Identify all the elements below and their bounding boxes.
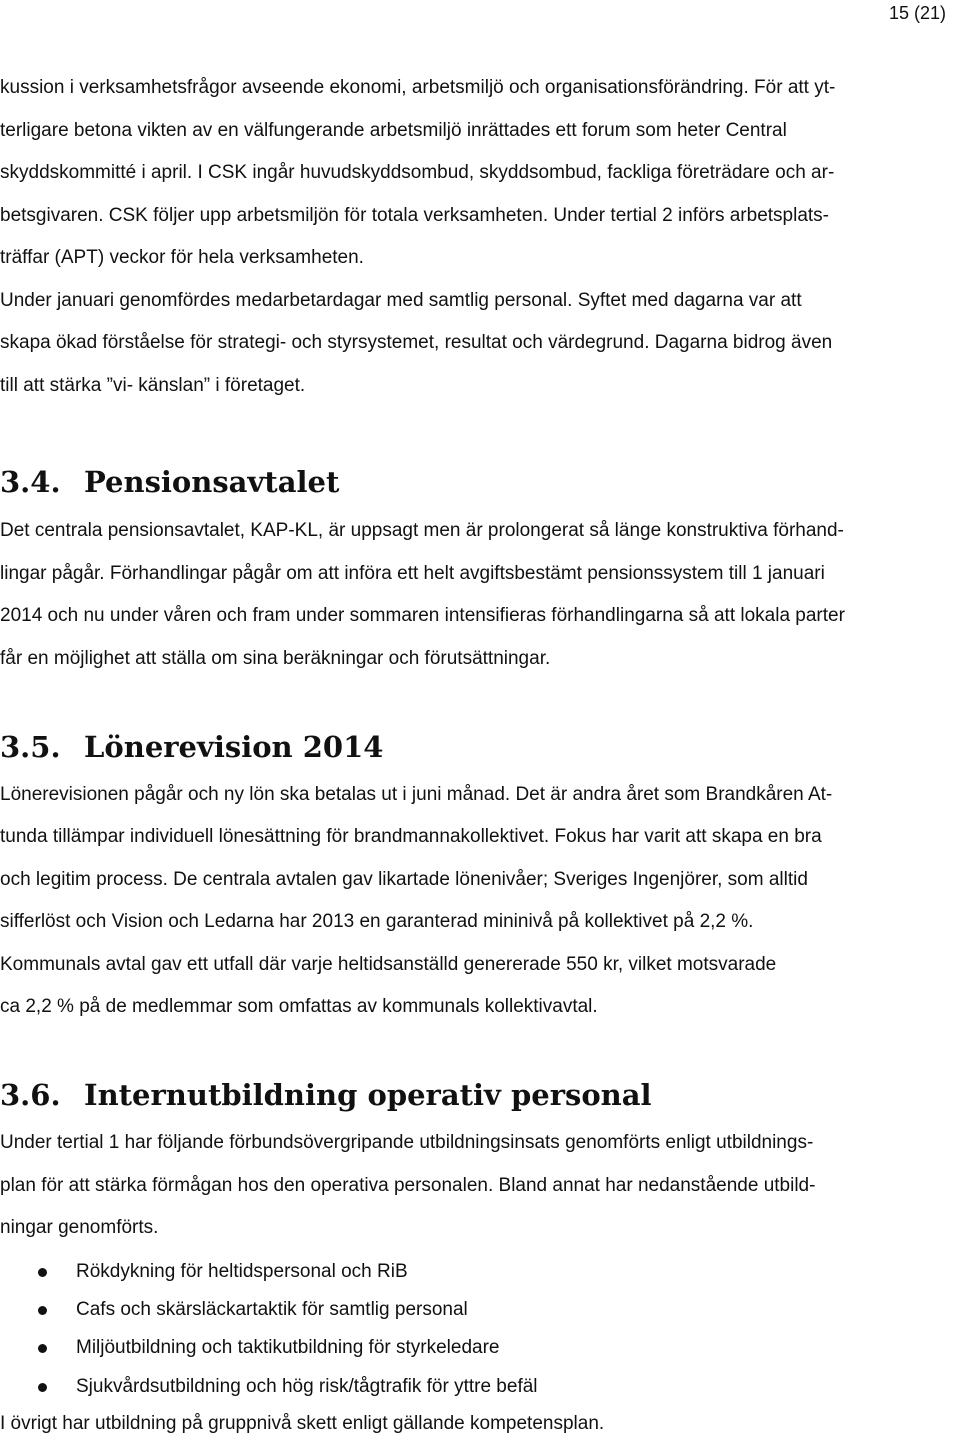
section-number: 3.6. <box>0 1078 61 1112</box>
list-item: Cafs och skärsläckartaktik för samtlig personal <box>76 1299 468 1320</box>
section-3-4-line: får en möjlighet att ställa om sina beräkningar och förutsättningar. <box>0 648 551 669</box>
closing-line: I övrigt har utbildning på gruppnivå skett enligt gällande kompetensplan. <box>0 1413 605 1434</box>
section-3-4-line: lingar pågår. Förhandlingar pågår om att införa ett helt avgiftsbestämt pensionssystem till 1 januari <box>0 563 825 584</box>
list-item: Rökdykning för heltidspersonal och RiB <box>76 1261 408 1282</box>
page-number: 15 (21) <box>888 3 946 23</box>
section-3-4-line: 2014 och nu under våren och fram under sommaren intensifieras förhandlingarna så att lokala parter <box>0 605 845 626</box>
bullet-icon <box>38 1306 47 1315</box>
section-title: Pensionsavtalet <box>84 465 340 499</box>
section-3-5-line: Lönerevisionen pågår och ny lön ska betalas ut i juni månad. Det är andra året som Brandkåren At- <box>0 784 833 805</box>
bullet-icon <box>38 1383 47 1392</box>
list-item: Miljöutbildning och taktikutbildning för styrkeledare <box>76 1337 500 1358</box>
section-3-5-line: Kommunals avtal gav ett utfall där varje heltidsanställd genererade 550 kr, vilket motsvarade <box>0 954 777 975</box>
intro-line: terligare betona vikten av en välfungerande arbetsmiljö inrättades ett forum som heter Central <box>0 120 787 141</box>
list-item: Sjukvårdsutbildning och hög risk/tågtrafik för yttre befäl <box>76 1376 538 1397</box>
section-3-4-line: Det centrala pensionsavtalet, KAP-KL, är uppsagt men är prolongerat så länge konstruktiva förhand- <box>0 520 844 541</box>
intro-line: skyddskommitté i april. I CSK ingår huvudskyddsombud, skyddsombud, fackliga företrädare och ar- <box>0 162 835 183</box>
intro-line: träffar (APT) veckor för hela verksamheten. <box>0 247 364 268</box>
section-3-5-line: ca 2,2 % på de medlemmar som omfattas av kommunals kollektivavtal. <box>0 996 598 1017</box>
section-3-5-line: tunda tillämpar individuell lönesättning för brandmannakollektivet. Fokus har varit att skapa en bra <box>0 826 822 847</box>
bullet-icon <box>38 1344 47 1353</box>
section-heading-3-6 <box>0 1077 652 1113</box>
section-3-5-line: och legitim process. De centrala avtalen gav likartade lönenivåer; Sveriges Ingenjörer, som alltid <box>0 869 808 890</box>
section-3-6-line: Under tertial 1 har följande förbundsövergripande utbildningsinsats genomförts enligt utbildnings- <box>0 1132 814 1153</box>
section-3-6-line: ningar genomförts. <box>0 1217 159 1238</box>
section-3-5-line: sifferlöst och Vision och Ledarna har 2013 en garanterad mininivå på kollektivet på 2,2 %. <box>0 911 754 932</box>
section-3-6-line: plan för att stärka förmågan hos den operativa personalen. Bland annat har nedanstående utbild- <box>0 1175 816 1196</box>
section-title: Internutbildning operativ personal <box>84 1078 652 1112</box>
intro-line: betsgivaren. CSK följer upp arbetsmiljön för totala verksamheten. Under tertial 2 införs arbetsplats- <box>0 205 830 226</box>
intro-line: skapa ökad förståelse för strategi- och styrsystemet, resultat och värdegrund. Dagarna bidrog även <box>0 332 833 353</box>
intro-line: kussion i verksamhetsfrågor avseende ekonomi, arbetsmiljö och organisationsförändring. För att yt- <box>0 77 836 98</box>
section-number: 3.5. <box>0 730 61 764</box>
section-number: 3.4. <box>0 465 61 499</box>
intro-line: till att stärka ”vi- känslan” i företaget. <box>0 375 306 396</box>
section-title: Lönerevision 2014 <box>84 730 384 764</box>
bullet-icon <box>38 1268 47 1277</box>
section-heading-3-5 <box>0 729 383 765</box>
section-heading-3-4 <box>0 464 339 500</box>
intro-line: Under januari genomfördes medarbetardagar med samtlig personal. Syftet med dagarna var att <box>0 290 802 311</box>
